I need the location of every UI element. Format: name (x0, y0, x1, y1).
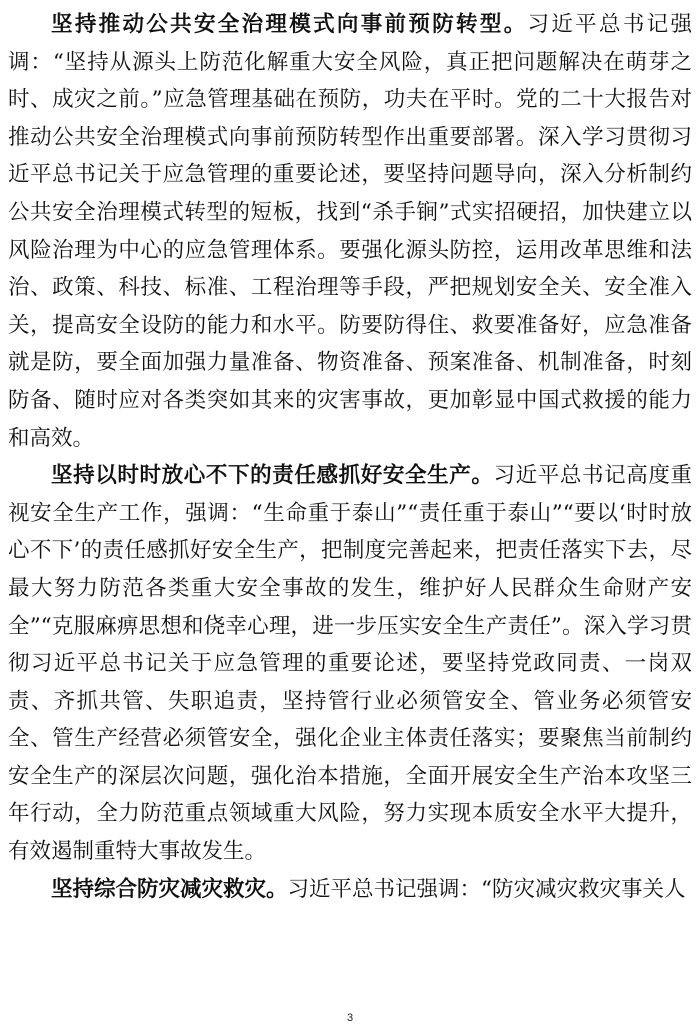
document-body (8, 6, 692, 908)
paragraph-lead: 坚持综合防灾减灾救灾。 (51, 876, 288, 902)
paragraph-prevention-transition (8, 6, 692, 457)
paragraph-production-safety (8, 457, 692, 871)
paragraph-lead: 坚持推动公共安全治理模式向事前预防转型。 (51, 12, 528, 37)
paragraph-text: 习近平总书记强调：“防灾减灾救灾事关人 (287, 876, 686, 902)
paragraph-text: 习近平总书记强调：“坚持从源头上防范化解重大安全风险，真正把问题解决在萌芽之时、成灾之前。”应急管理基础在预防，功夫在平时。党的二十大报告对推动公共安全治理模式向事前预防转型作出重要部署。深入学习贯彻习近平总书记关于应急管理的重要论述，要坚持问题导向，深入分析制约公共安全治理模式转型的短板，找到“杀手锏”式实招硬招，加快建立以风险治理为中心的应急管理体系。要强化源头防控，运用改革思维和法治、政策、科技、标准、工程治理等手段，严把规划安全关、安全准入关，提高安全设防的能力和水平。防要防得住、救要准备好，应急准备就是防，要全面加强力量准备、物资准备、预案准备、机制准备，时刻防备、随时应对各类突如其来的灾害事故，更加彰显中国式救援的能力和高效。 (8, 12, 692, 451)
paragraph-text: 习近平总书记高度重视安全生产工作，强调：“生命重于泰山”“责任重于泰山”“要以‘时时放心不下’的责任感抓好安全生产，把制度完善起来，把责任落实下去，尽最大努力防范各类重大安全事故的发生，维护好人民群众生命财产安全”“克服麻痹思想和侥幸心理，进一步压实安全生产责任”。深入学习贯彻习近平总书记关于应急管理的重要论述，要坚持党政同责、一岗双责、齐抓共管、失职追责，坚持管行业必须管安全、管业务必须管安全、管生产经营必须管安全，强化企业主体责任落实；要聚焦当前制约安全生产的深层次问题，强化治本措施，全面开展安全生产治本攻坚三年行动，全力防范重点领域重大风险，努力实现本质安全水平大提升，有效遏制重特大事故发生。 (8, 463, 692, 865)
page-number: 3 (346, 1012, 354, 1024)
paragraph-lead: 坚持以时时放心不下的责任感抓好安全生产。 (51, 463, 494, 489)
paragraph-disaster-reduction (8, 871, 692, 909)
